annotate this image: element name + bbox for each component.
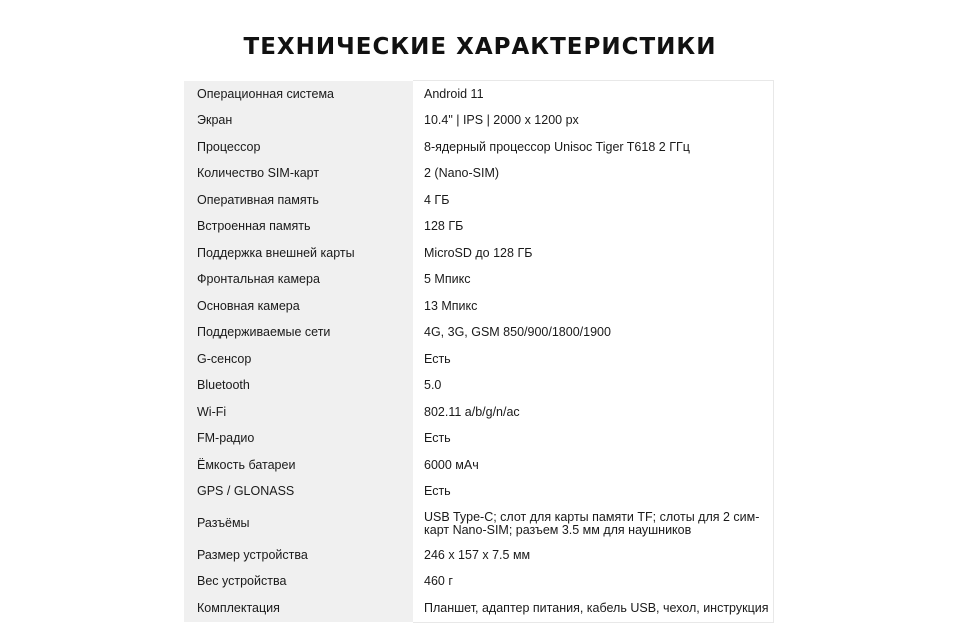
spec-label: Поддерживаемые сети xyxy=(184,320,413,347)
spec-value: 13 Мпикс xyxy=(413,293,774,320)
spec-row-main-camera xyxy=(184,293,774,320)
spec-value: 5 Мпикс xyxy=(413,267,774,294)
spec-value: 6000 мАч xyxy=(413,452,774,479)
spec-value: 4 ГБ xyxy=(413,187,774,214)
spec-value: Android 11 xyxy=(413,81,774,108)
spec-label: Wi-Fi xyxy=(184,399,413,426)
spec-value: 4G, 3G, GSM 850/900/1800/1900 xyxy=(413,320,774,347)
spec-row-ram xyxy=(184,187,774,214)
spec-row-package xyxy=(184,595,774,622)
spec-label: Разъёмы xyxy=(184,505,413,542)
spec-value: MicroSD до 128 ГБ xyxy=(413,240,774,267)
spec-label: FM-радио xyxy=(184,426,413,453)
spec-label: Оперативная память xyxy=(184,187,413,214)
spec-label: Основная камера xyxy=(184,293,413,320)
spec-row-ports xyxy=(184,505,774,542)
spec-label: Фронтальная камера xyxy=(184,267,413,294)
spec-row-battery xyxy=(184,452,774,479)
spec-label: Комплектация xyxy=(184,595,413,622)
spec-label: Экран xyxy=(184,108,413,135)
page-title: ТЕХНИЧЕСКИЕ ХАРАКТЕРИСТИКИ xyxy=(243,34,717,60)
spec-value: 8-ядерный процессор Unisoc Tiger T618 2 ГГц xyxy=(413,134,774,161)
spec-row-os xyxy=(184,81,774,108)
spec-label: Размер устройства xyxy=(184,542,413,569)
spec-label: Bluetooth xyxy=(184,373,413,400)
spec-value: 2 (Nano-SIM) xyxy=(413,161,774,188)
spec-value: Есть xyxy=(413,426,774,453)
spec-label: Вес устройства xyxy=(184,569,413,596)
spec-row-gps xyxy=(184,479,774,506)
spec-row-external-card xyxy=(184,240,774,267)
spec-label: GPS / GLONASS xyxy=(184,479,413,506)
spec-row-networks xyxy=(184,320,774,347)
spec-row-processor xyxy=(184,134,774,161)
spec-row-g-sensor xyxy=(184,346,774,373)
spec-row-sim-count xyxy=(184,161,774,188)
spec-row-dimensions xyxy=(184,542,774,569)
spec-label: G-сенсор xyxy=(184,346,413,373)
spec-value: Планшет, адаптер питания, кабель USB, чехол, инструкция xyxy=(413,595,774,622)
spec-label: Операционная система xyxy=(184,81,413,108)
spec-row-weight xyxy=(184,569,774,596)
spec-label: Количество SIM-карт xyxy=(184,161,413,188)
spec-label: Ёмкость батареи xyxy=(184,452,413,479)
spec-row-storage xyxy=(184,214,774,241)
spec-row-bluetooth xyxy=(184,373,774,400)
spec-value: USB Type-C; слот для карты памяти TF; слоты для 2 сим-карт Nano-SIM; разъем 3.5 мм для наушников xyxy=(413,505,774,542)
spec-label: Поддержка внешней карты xyxy=(184,240,413,267)
spec-row-wifi xyxy=(184,399,774,426)
spec-label: Процессор xyxy=(184,134,413,161)
spec-value: 128 ГБ xyxy=(413,214,774,241)
spec-value: 5.0 xyxy=(413,373,774,400)
spec-row-front-camera xyxy=(184,267,774,294)
specs-table xyxy=(184,80,774,623)
spec-value: 460 г xyxy=(413,569,774,596)
spec-value: Есть xyxy=(413,346,774,373)
spec-value: Есть xyxy=(413,479,774,506)
spec-row-fm-radio xyxy=(184,426,774,453)
spec-value: 10.4" | IPS | 2000 x 1200 px xyxy=(413,108,774,135)
spec-value: 802.11 a/b/g/n/ac xyxy=(413,399,774,426)
spec-value: 246 x 157 x 7.5 мм xyxy=(413,542,774,569)
spec-label: Встроенная память xyxy=(184,214,413,241)
spec-row-screen xyxy=(184,108,774,135)
